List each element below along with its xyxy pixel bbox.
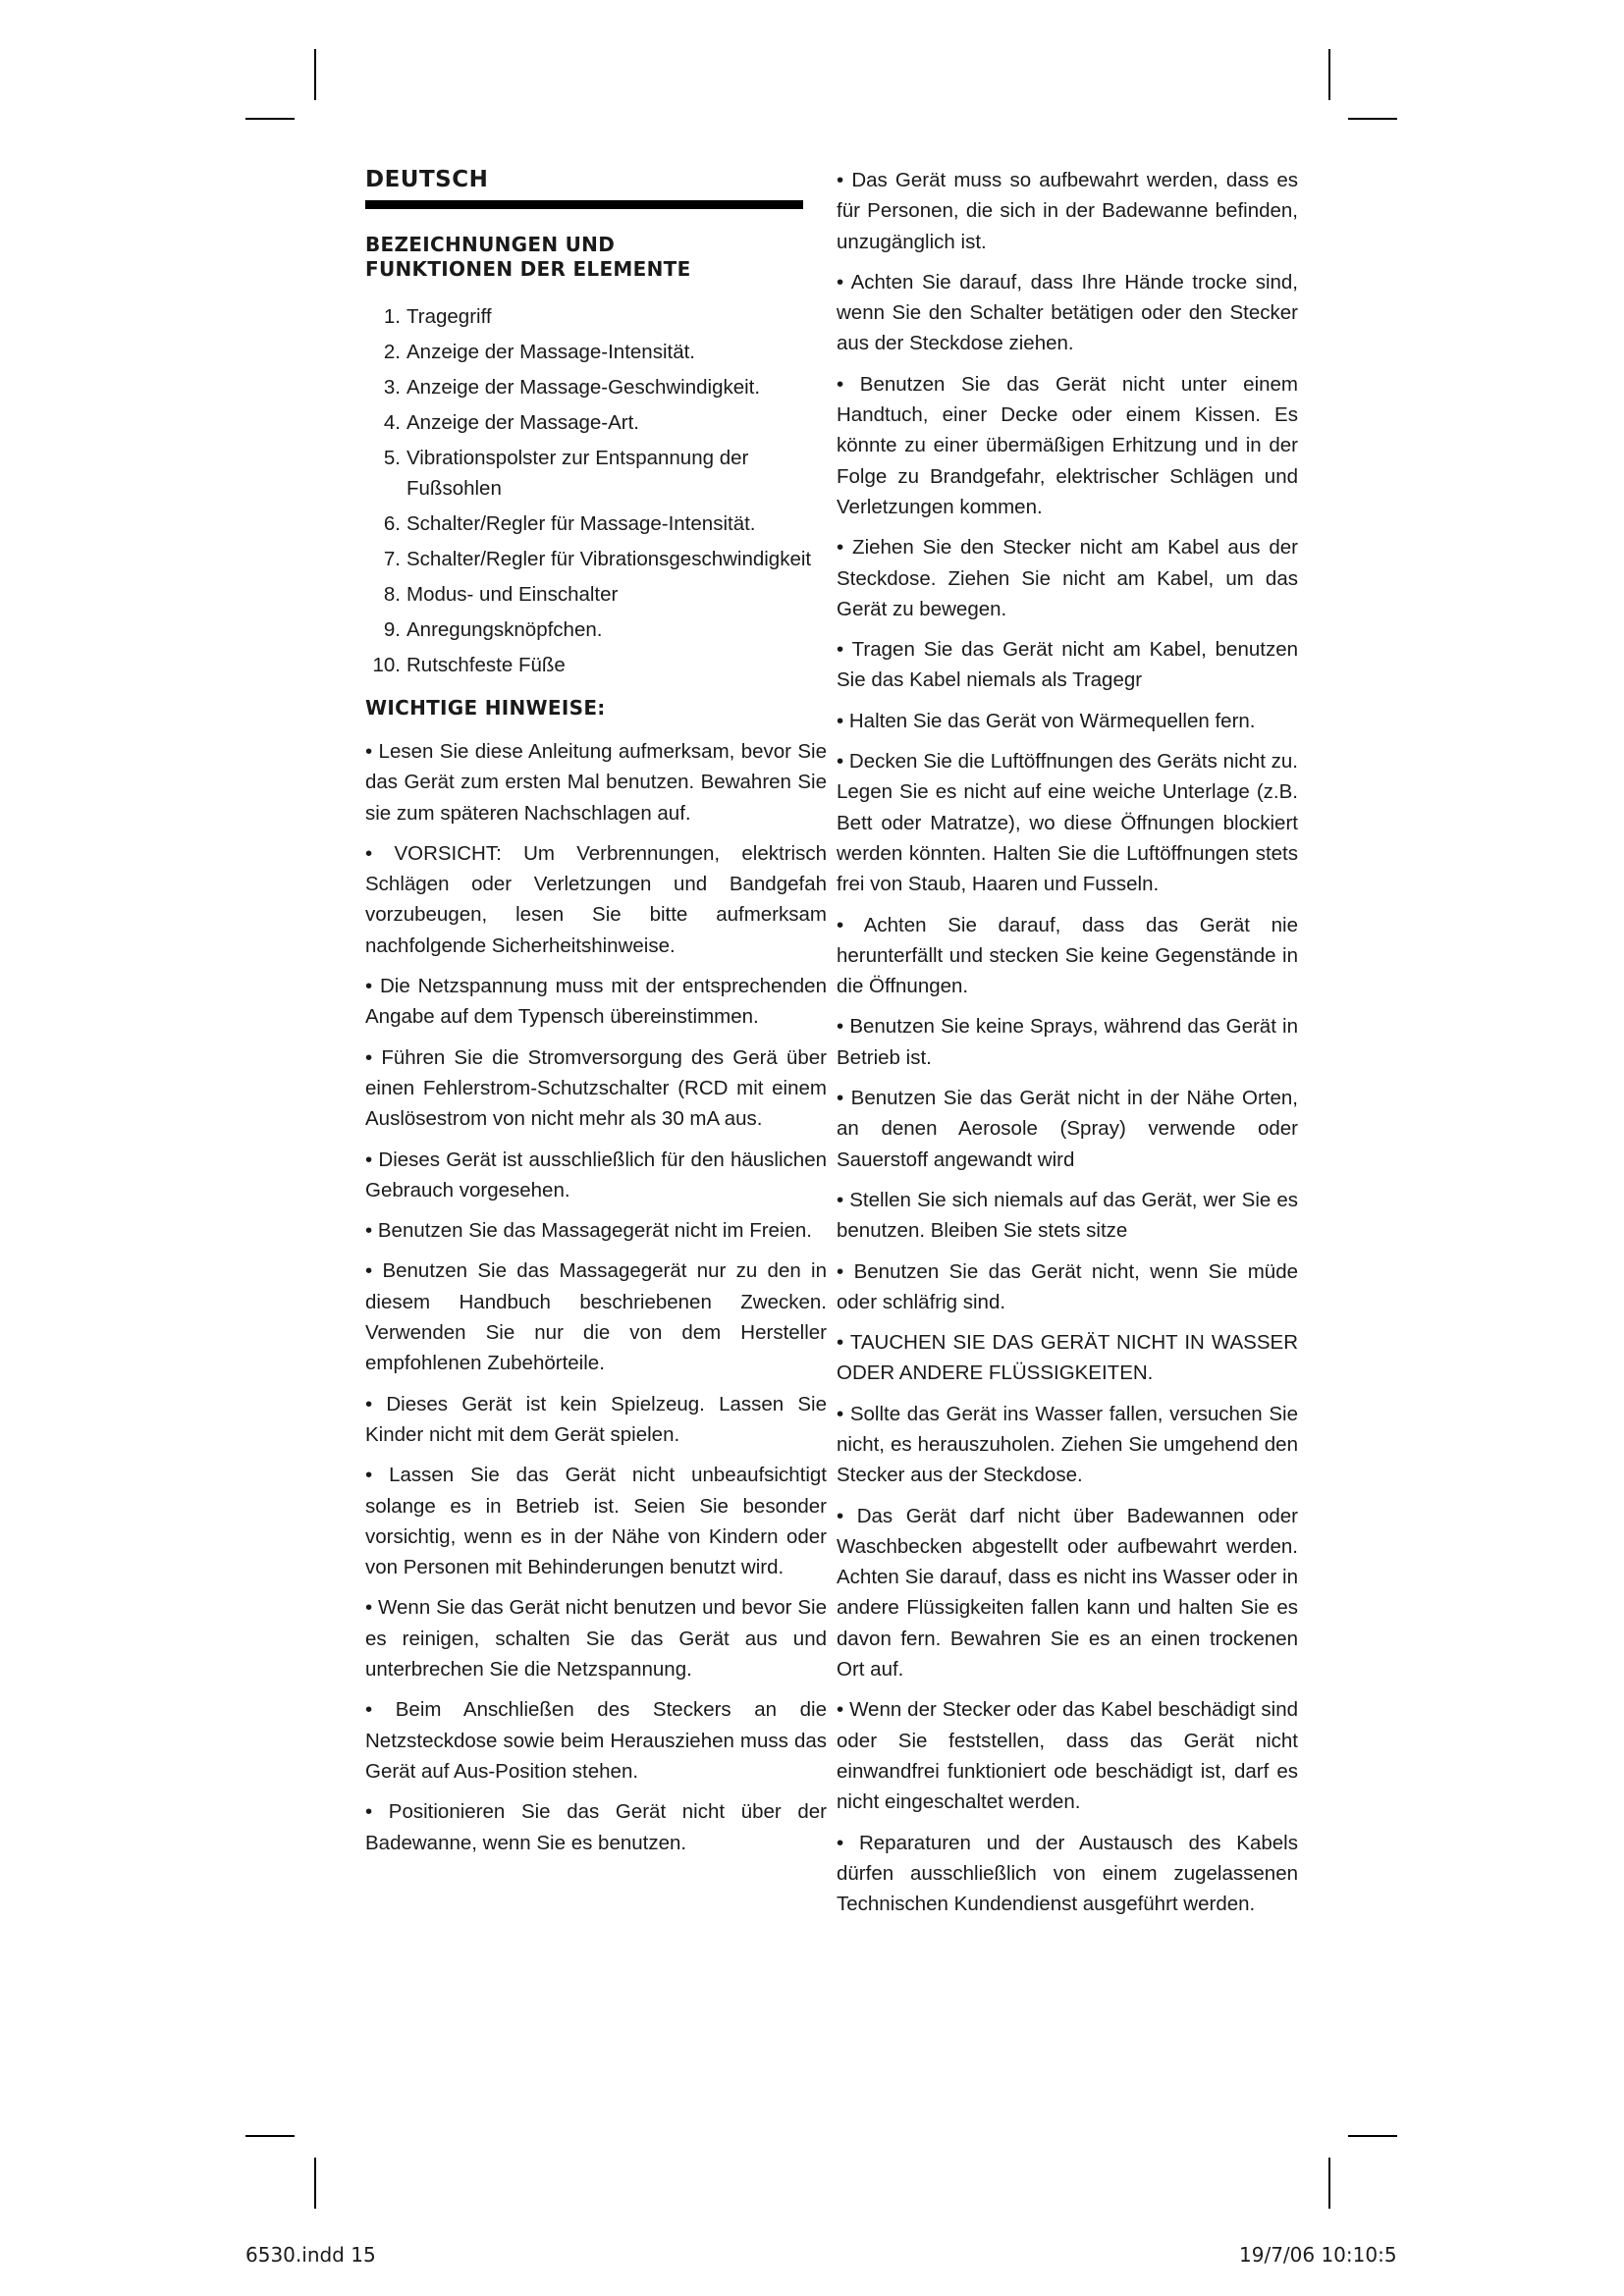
safety-note: • Positionieren Sie das Gerät nicht über der Badewanne, wenn Sie es benutzen. [365, 1800, 827, 1854]
elements-heading [365, 233, 827, 282]
list-item [365, 301, 827, 332]
list-item-number: 3. [383, 376, 401, 399]
list-item-number: 4. [383, 411, 401, 434]
list-item [365, 443, 827, 504]
list-item-text: Schalter/Regler für Massage-Intensität. [406, 512, 756, 535]
safety-note: • Führen Sie die Stromversorgung des Gerä über einen Fehlerstrom-Schutzschalter (RCD mit einem Auslösestrom von nicht mehr als 30 mA aus. [365, 1045, 827, 1131]
safety-note: • Halten Sie das Gerät von Wärmequellen fern. [837, 709, 1256, 732]
list-item-number: 9. [383, 618, 401, 641]
safety-note: • Benutzen Sie das Gerät nicht in der Nähe Orten, an denen Aerosole (Spray) verwende oder Sauerstoff angewandt wird [837, 1087, 1298, 1171]
footer-file-label: 6530.indd 15 [245, 2243, 376, 2267]
safety-note: • Stellen Sie sich niemals auf das Gerät, wer Sie es benutzen. Bleiben Sie stets sitze [837, 1188, 1298, 1243]
list-item-text: Tragegriff [406, 305, 492, 328]
safety-note: • Das Gerät darf nicht über Badewannen oder Waschbecken abgestellt oder aufbewahrt werden. Achten Sie darauf, dass es nicht ins Wasser oder in andere Flüssigkeiten fallen kann und halten Sie es davon fern. Bewahren Sie es an einen trockenen Ort auf. [837, 1504, 1298, 1682]
list-item [365, 337, 827, 367]
safety-note: • Benutzen Sie das Gerät nicht, wenn Sie müde oder schläfrig sind. [837, 1259, 1298, 1313]
list-item-number: 10. [372, 654, 401, 676]
footer-timestamp: 19/7/06 10:10:5 [1239, 2243, 1397, 2267]
safety-note: • Decken Sie die Luftöffnungen des Geräts nicht zu. Legen Sie es nicht auf eine weiche Unterlage (z.B. Bett oder Matratze), wo diese Öffnungen blockiert werden könnten. Halten Sie die Luftöffnungen stets frei von Staub, Haaren und Fusseln. [837, 750, 1298, 896]
crop-mark-bottom-right-vertical [1328, 2158, 1330, 2209]
safety-note: • Benutzen Sie das Gerät nicht unter einem Handtuch, einer Decke oder einem Kissen. Es könnte zu einer übermäßigen Erhitzung und in der Folge zu Brandgefahr, elektrischer Schlägen und Verletzungen kommen. [837, 372, 1298, 518]
safety-note: • Benutzen Sie keine Sprays, während das Gerät in Betrieb ist. [837, 1015, 1298, 1069]
list-item [365, 579, 827, 610]
elements-heading-line1: BEZEICHNUNGEN UND [365, 233, 616, 256]
safety-note: • Benutzen Sie das Massagegerät nicht im Freien. [365, 1219, 812, 1243]
safety-note: • Beim Anschließen des Steckers an die Netzsteckdose sowie beim Herausziehen muss das Gerät auf Aus-Position stehen. [365, 1698, 827, 1783]
list-item-text: Anzeige der Massage-Intensität. [406, 341, 695, 363]
safety-note: • Achten Sie darauf, dass Ihre Hände trocke sind, wenn Sie den Schalter betätigen oder den Stecker aus der Steckdose ziehen. [837, 270, 1298, 355]
crop-mark-bottom-right-horizontal [1348, 2135, 1397, 2137]
list-item-number: 1. [383, 305, 401, 328]
list-item-text: Schalter/Regler für Vibrationsgeschwindigkeit [406, 548, 812, 570]
crop-mark-top-left-horizontal [245, 118, 295, 120]
safety-note: • Tragen Sie das Gerät nicht am Kabel, benutzen Sie das Kabel niemals als Tragegr [837, 638, 1298, 692]
list-item-number: 8. [383, 583, 401, 606]
safety-note: • Benutzen Sie das Massagegerät nur zu den in diesem Handbuch beschriebenen Zwecken. Verwenden Sie nur die von dem Hersteller empfohlenen Zubehörteile. [365, 1259, 827, 1375]
list-item-text: Rutschfeste Füße [406, 654, 566, 676]
hinweise-heading: WICHTIGE HINWEISE: [365, 696, 606, 720]
list-item-number: 5. [383, 447, 401, 469]
safety-note: • Dieses Gerät ist kein Spielzeug. Lassen Sie Kinder nicht mit dem Gerät spielen. [365, 1392, 827, 1446]
elements-list [365, 301, 827, 680]
right-column [837, 165, 1298, 1929]
crop-mark-bottom-left-vertical [314, 2158, 316, 2209]
crop-mark-bottom-left-horizontal [245, 2135, 295, 2137]
list-item-text: Anzeige der Massage-Geschwindigkeit. [406, 376, 761, 399]
elements-heading-line2: FUNKTIONEN DER ELEMENTE [365, 257, 691, 281]
safety-note: • Achten Sie darauf, dass das Gerät nie herunterfällt und stecken Sie keine Gegenstände in die Öffnungen. [837, 913, 1298, 998]
list-item-text: Modus- und Einschalter [406, 583, 619, 606]
safety-note: • Ziehen Sie den Stecker nicht am Kabel aus der Steckdose. Ziehen Sie nicht am Kabel, um das Gerät zu bewegen. [837, 536, 1298, 620]
safety-note: • Reparaturen und der Austausch des Kabels dürfen ausschließlich von einem zugelassenen Technischen Kundendienst ausgeführt werden. [837, 1831, 1298, 1916]
safety-note: • Dieses Gerät ist ausschließlich für den häuslichen Gebrauch vorgesehen. [365, 1148, 827, 1201]
safety-note: • Sollte das Gerät ins Wasser fallen, versuchen Sie nicht, es herauszuholen. Ziehen Sie umgehend den Stecker aus der Steckdose. [837, 1402, 1298, 1487]
list-item-text: Anregungsknöpfchen. [406, 618, 603, 641]
list-item [365, 407, 827, 438]
list-item-text: Vibrationspolster zur Entspannung der Fußsohlen [406, 447, 749, 500]
list-item [365, 614, 827, 645]
list-item [365, 650, 827, 680]
safety-note: • Wenn Sie das Gerät nicht benutzen und bevor Sie es reinigen, schalten Sie das Gerät aus und unterbrechen Sie die Netzspannung. [365, 1596, 827, 1682]
heading-rule [365, 200, 803, 209]
safety-note: • Das Gerät muss so aufbewahrt werden, dass es für Personen, die sich in der Badewanne befinden, unzugänglich ist. [837, 169, 1298, 253]
list-item-number: 7. [383, 548, 401, 570]
list-item [365, 508, 827, 539]
left-column [365, 162, 827, 1868]
list-item-number: 6. [383, 512, 401, 535]
crop-mark-top-right-vertical [1328, 49, 1330, 100]
safety-note: • Lesen Sie diese Anleitung aufmerksam, bevor Sie das Gerät zum ersten Mal benutzen. Bewahren Sie sie zum späteren Nachschlagen auf. [365, 740, 827, 825]
list-item-text: Anzeige der Massage-Art. [406, 411, 640, 434]
list-item [365, 544, 827, 574]
safety-note: • VORSICHT: Um Verbrennungen, elektrisch Schlägen oder Verletzungen und Bandgefah vorzubeugen, lesen Sie bitte aufmerksam nachfolgende Sicherheitshinweise. [365, 841, 827, 957]
list-item-number: 2. [383, 341, 401, 363]
crop-mark-top-right-horizontal [1348, 118, 1397, 120]
crop-mark-top-left-vertical [314, 49, 316, 100]
safety-note: • Die Netzspannung muss mit der entsprechenden Angabe auf dem Typensch übereinstimmen. [365, 975, 827, 1029]
safety-note: • Wenn der Stecker oder das Kabel beschädigt sind oder Sie feststellen, dass das Gerät nicht einwandfrei funktioniert ode beschädigt ist, darf es nicht eingeschaltet werden. [837, 1698, 1298, 1814]
list-item [365, 372, 827, 402]
safety-note: • Lassen Sie das Gerät nicht unbeaufsichtigt solange es in Betrieb ist. Seien Sie besonder vorsichtig, wenn es in der Nähe von Kindern oder von Personen mit Behinderungen benutzt wird. [365, 1464, 827, 1579]
language-heading: DEUTSCH [365, 167, 489, 192]
safety-note: • TAUCHEN SIE DAS GERÄT NICHT IN WASSER ODER ANDERE FLÜSSIGKEITEN. [837, 1331, 1298, 1385]
